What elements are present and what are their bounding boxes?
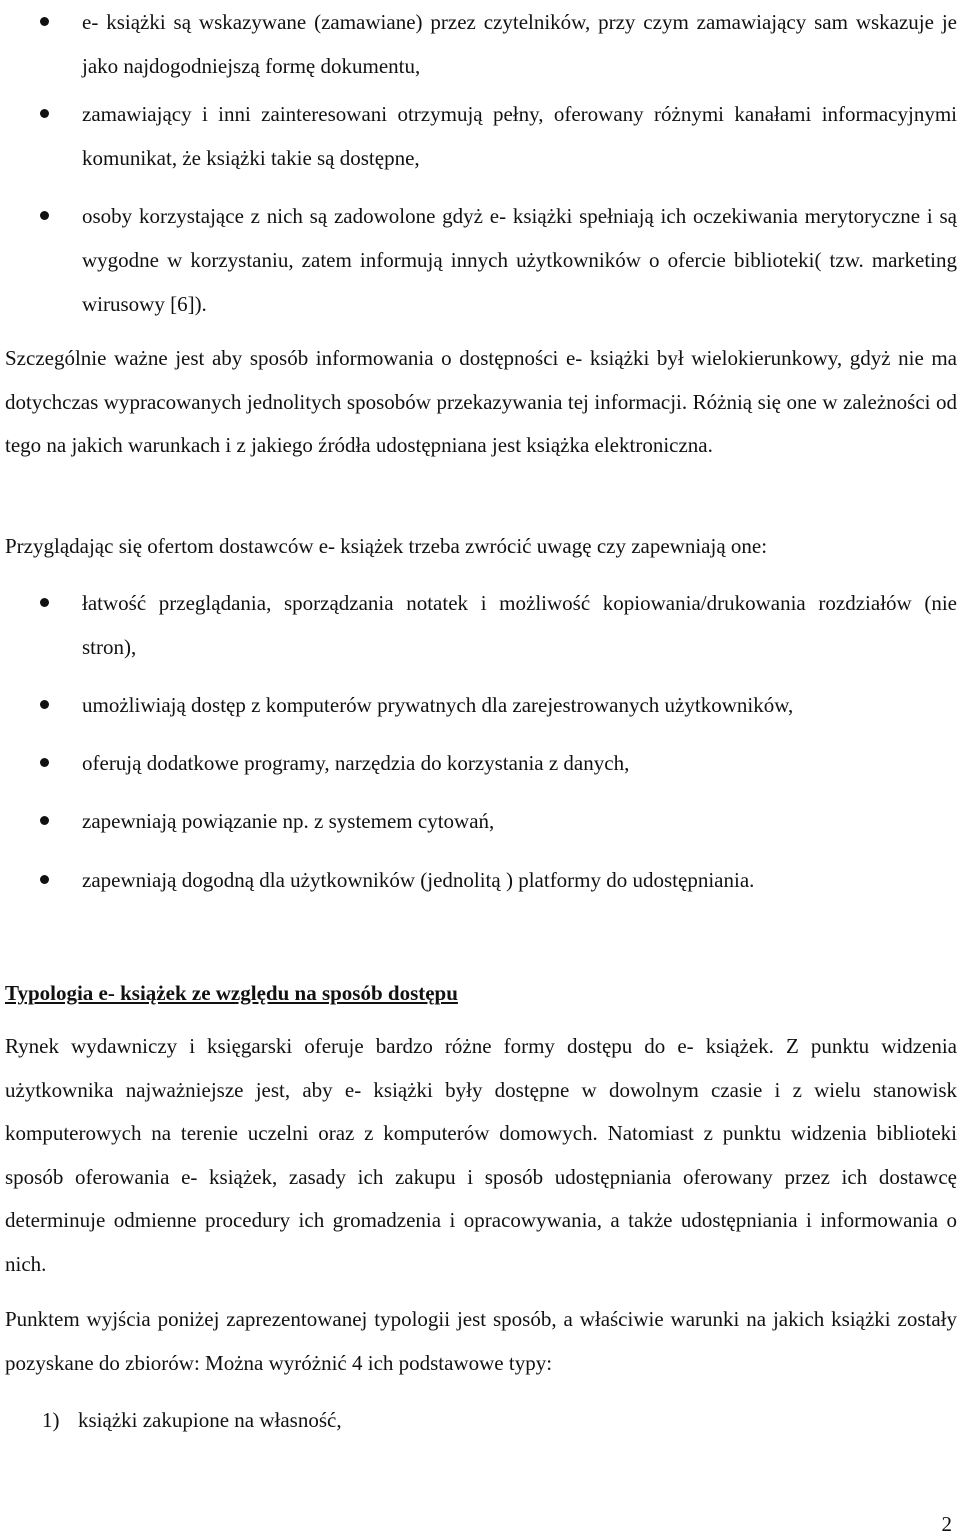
list-item-text: zapewniają dogodną dla użytkowników (jednolitą ) platformy do udostępniania. (82, 868, 755, 892)
bullet-icon (40, 758, 49, 767)
list-item (82, 858, 957, 902)
list-item-text: zamawiający i inni zainteresowani otrzymują pełny, oferowany różnymi kanałami informacyjnymi komunikat, że książki takie są dostępne, (82, 102, 957, 170)
list-item-text: książki zakupione na własność, (78, 1408, 342, 1432)
bullet-icon (40, 816, 49, 825)
bullet-icon (40, 875, 49, 884)
bullet-icon (40, 109, 49, 118)
list-item-text: e- książki są wskazywane (zamawiane) przez czytelników, przy czym zamawiający sam wskazuje je jako najdogodniejszą formę dokumentu, (82, 10, 957, 78)
list-item (82, 0, 957, 88)
numbered-list-item (42, 1398, 342, 1442)
list-item (82, 92, 957, 180)
bullet-icon (40, 17, 49, 26)
list-item (82, 581, 957, 669)
bullet-icon (40, 700, 49, 709)
page-number: 2 (941, 1512, 952, 1536)
bullet-icon (40, 211, 49, 220)
list-item-text: oferują dodatkowe programy, narzędzia do korzystania z danych, (82, 751, 630, 775)
list-item-text: osoby korzystające z nich są zadowolone gdyż e- książki spełniają ich oczekiwania merytoryczne i są wygodne w korzystaniu, zatem informują innych użytkowników o ofercie biblioteki( tzw. marketing wirusowy [6]). (82, 204, 957, 316)
list-item-text: łatwość przeglądania, sporządzania notatek i możliwość kopiowania/drukowania rozdziałów (nie stron), (82, 591, 957, 659)
list-item-text: zapewniają powiązanie np. z systemem cytowań, (82, 809, 495, 833)
list-item-text: umożliwiają dostęp z komputerów prywatnych dla zarejestrowanych użytkowników, (82, 693, 794, 717)
section-heading: Typologia e- książek ze względu na sposób dostępu (5, 981, 458, 1005)
list-item (82, 741, 957, 785)
list-item (82, 194, 957, 326)
list-item (82, 799, 957, 843)
bullet-icon (40, 598, 49, 607)
paragraph: Rynek wydawniczy i księgarski oferuje bardzo różne formy dostępu do e- książek. Z punktu widzenia użytkownika najważniejsze jest, aby e- książki były dostępne w dowolnym czasie i z wielu stanowisk komputerowych na terenie uczelni oraz z komputerów domowych. Natomiast z punktu widzenia biblioteki sposób oferowania e- książek, zasady ich zakupu i sposób udostępniania oferowany przez ich dostawcę determinuje odmienne procedury ich gromadzenia i opracowywania, a także udostępniania i informowania o nich. (5, 1034, 957, 1276)
list-number: 1) (42, 1408, 60, 1432)
paragraph: Szczególnie ważne jest aby sposób informowania o dostępności e- książki był wielokierunkowy, gdyż nie ma dotychczas wypracowanych jednolitych sposobów przekazywania tej informacji. Różnią się one w zależności od tego na jakich warunkach i z jakiego źródła udostępniana jest książka elektroniczna. (5, 346, 957, 457)
paragraph: Przyglądając się ofertom dostawców e- książek trzeba zwrócić uwagę czy zapewniają one: (5, 534, 768, 558)
paragraph: Punktem wyjścia poniżej zaprezentowanej typologii jest sposób, a właściwie warunki na jakich książki zostały pozyskane do zbiorów: Można wyróżnić 4 ich podstawowe typy: (5, 1307, 957, 1375)
list-item (82, 683, 957, 727)
